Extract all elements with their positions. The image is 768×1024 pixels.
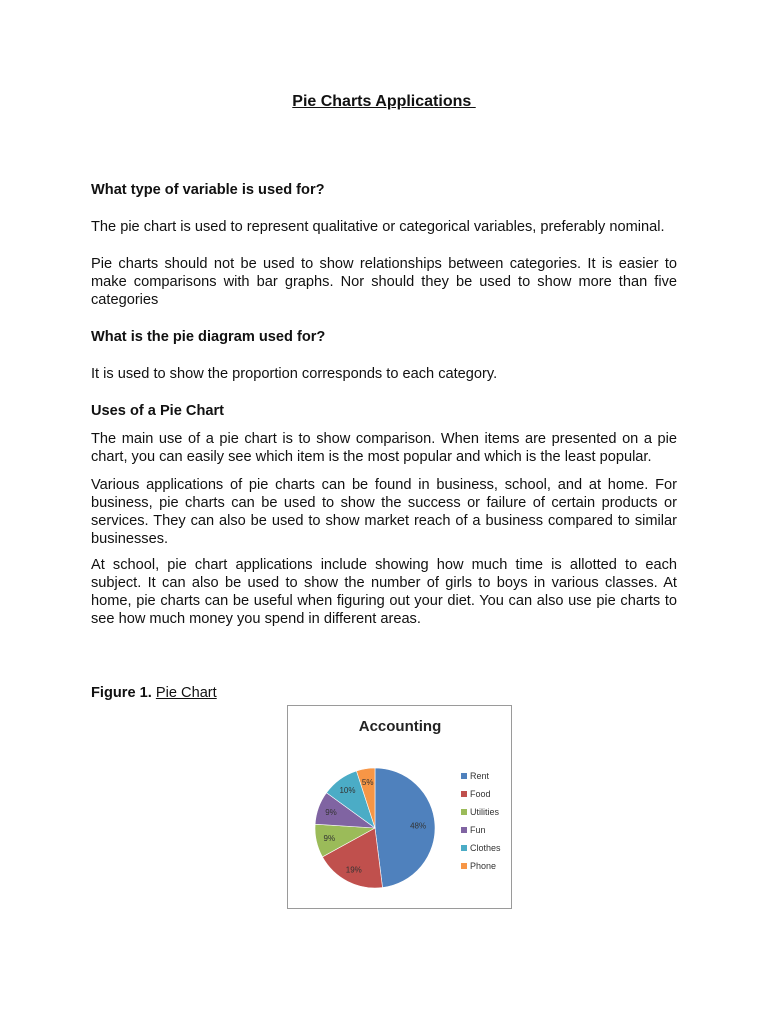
paragraph-business: Various applications of pie charts can be found in business, school, and at home. For business, pie charts can be used to show the success or failure of certain products or services. They can also be used to show market reach of a business compared to similar businesses. [91,477,677,547]
paragraph-variable-type: The pie chart is used to represent qualitative or categorical variables, preferably nominal. [91,219,665,235]
data-label-utilities: 9% [323,834,336,844]
pie-chart-svg [288,706,513,910]
legend-label-food: Food [470,789,491,799]
data-label-phone: 5% [361,777,374,787]
legend-swatch-fun [461,827,467,833]
legend-swatch-food [461,791,467,797]
chart-title: Accounting [358,718,442,735]
figure-label: Figure 1. [91,685,152,701]
paragraph-proportion: It is used to show the proportion corresponds to each category. [91,366,498,382]
data-label-fun: 9% [325,808,337,818]
data-label-rent: 48% [410,821,427,831]
legend-label-clothes: Clothes [470,843,501,853]
figure-caption [91,684,217,702]
figure-link[interactable]: Pie Chart [155,685,217,701]
document-title: Pie Charts Applications [292,93,476,110]
legend-label-utilities: Utilities [470,807,500,817]
heading-uses: Uses of a Pie Chart [91,403,225,419]
legend-swatch-rent [461,773,467,779]
legend-swatch-phone [461,863,467,869]
data-label-clothes: 10% [339,786,356,796]
heading-pie-diagram-use: What is the pie diagram used for? [91,329,326,345]
legend-label-phone: Phone [470,861,497,871]
legend-label-rent: Rent [470,771,490,781]
data-label-food: 19% [345,865,362,875]
paragraph-comparison: The main use of a pie chart is to show comparison. When items are presented on a pie chart, you can easily see which item is the most popular and which is the least popular. [91,431,677,465]
legend-swatch-utilities [461,809,467,815]
heading-variable-type: What type of variable is used for? [91,182,325,198]
paragraph-limitations: Pie charts should not be used to show relationships between categories. It is easier to make comparisons with bar graphs. Nor should they be used to show more than five categories [91,256,677,308]
legend-swatch-clothes [461,845,467,851]
legend-label-fun: Fun [470,825,486,835]
pie-chart [287,705,512,909]
paragraph-school-home: At school, pie chart applications include showing how much time is allotted to each subject. It can also be used to show the number of girls to boys in various classes. At home, pie charts can be useful when figuring out your diet. You can also use pie charts to see how much money you spend in different areas. [91,557,677,627]
